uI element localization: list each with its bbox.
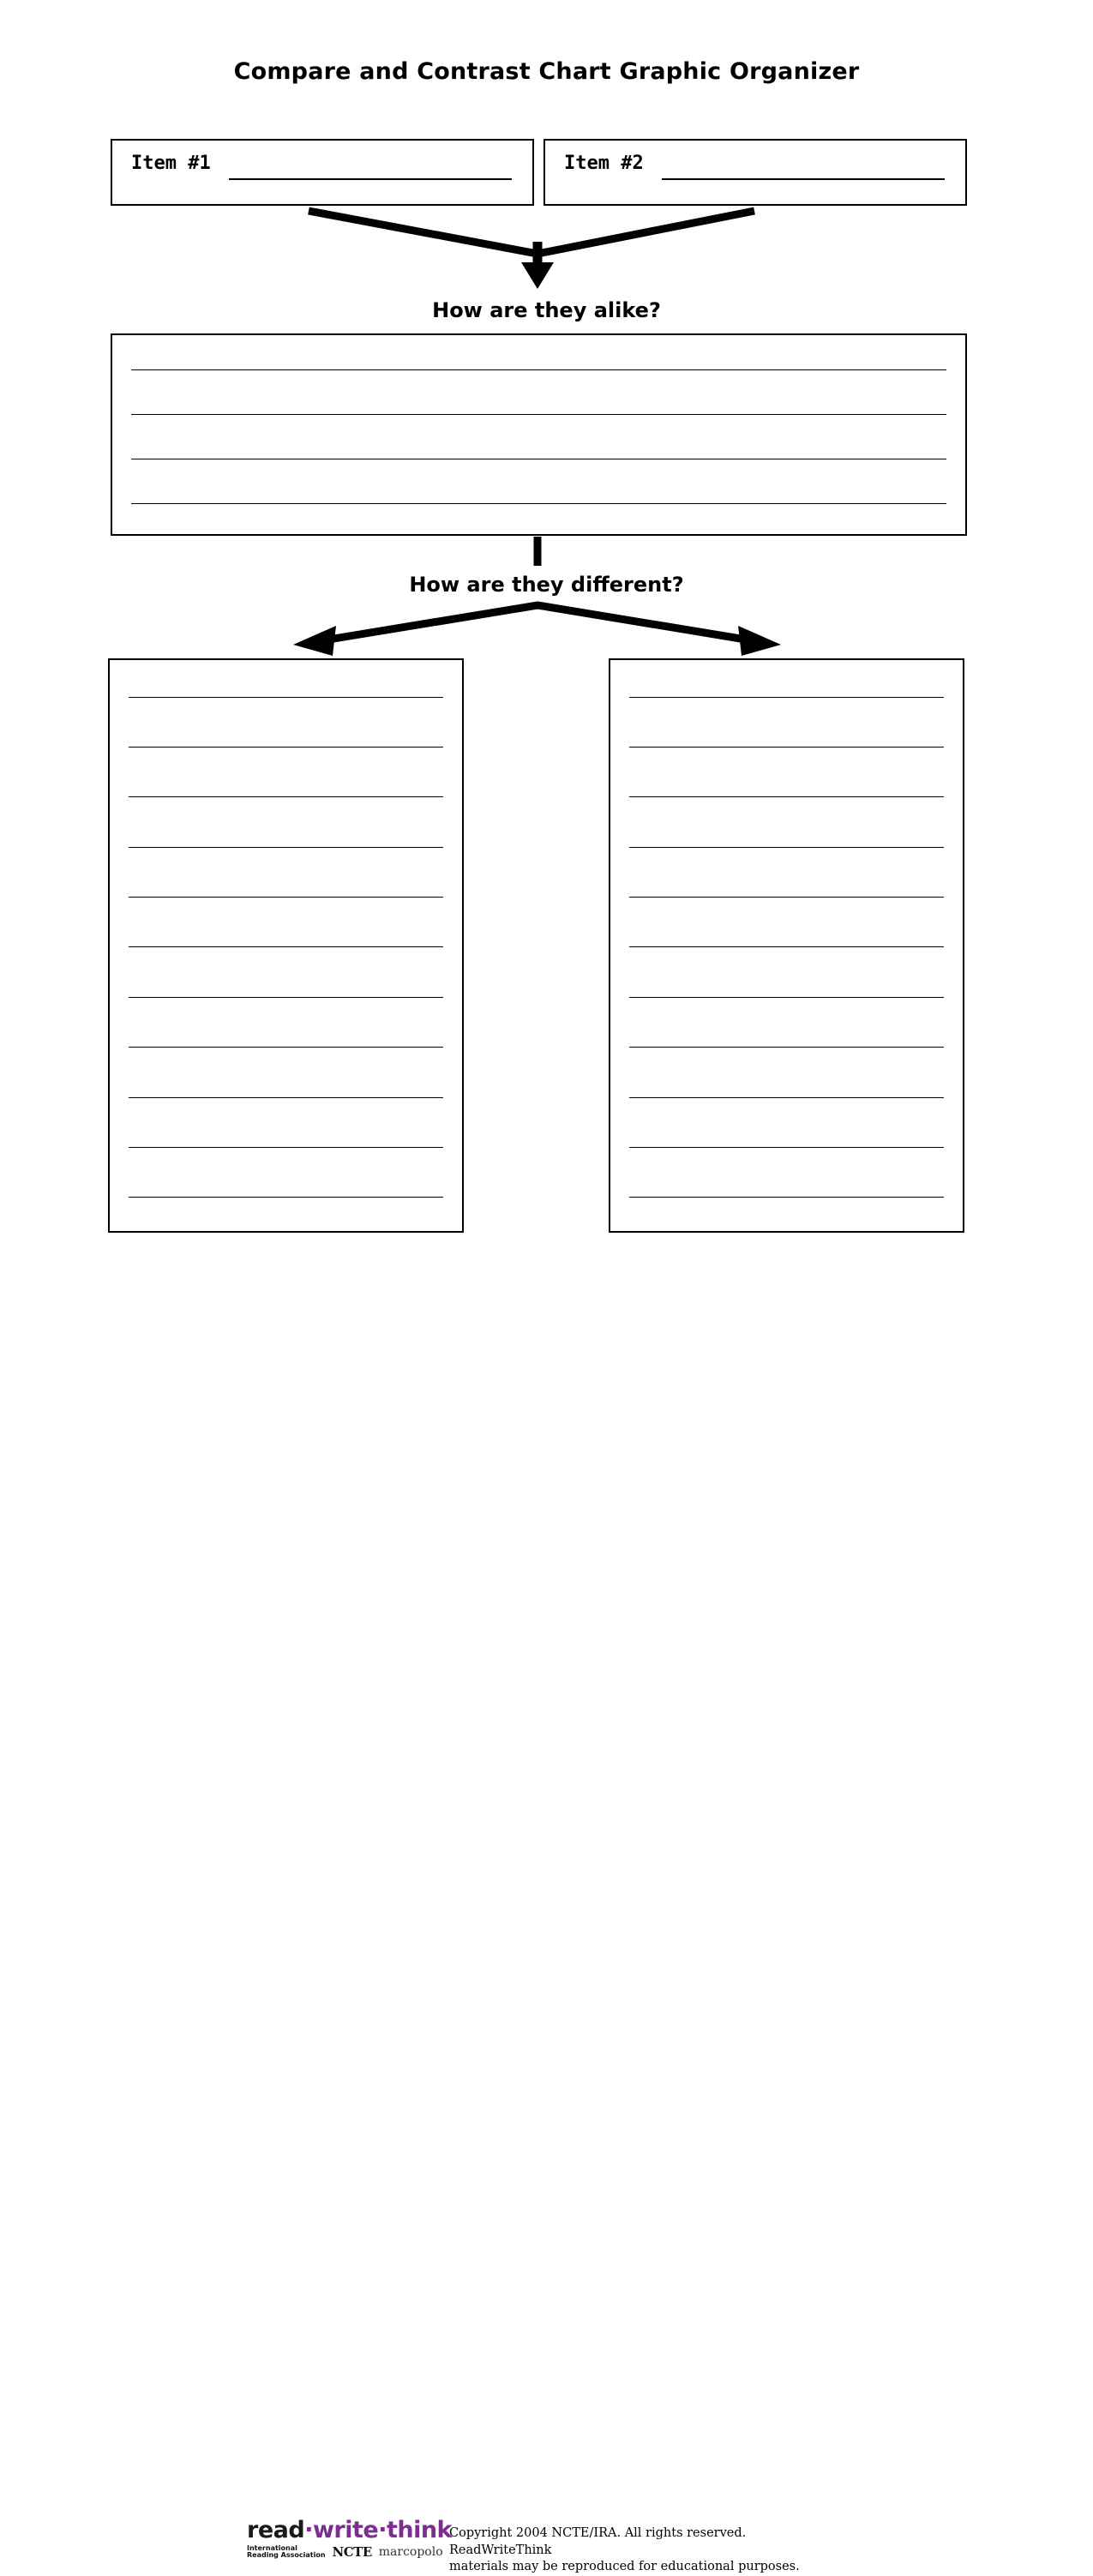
alike-answer-box[interactable] bbox=[111, 333, 967, 536]
writing-line[interactable] bbox=[129, 997, 443, 998]
writing-line[interactable] bbox=[629, 1047, 944, 1048]
item-1-write-line[interactable] bbox=[229, 178, 512, 180]
alike-writing-lines bbox=[112, 335, 965, 534]
writing-line[interactable] bbox=[629, 796, 944, 797]
writing-line[interactable] bbox=[129, 1147, 443, 1148]
writing-line[interactable] bbox=[131, 503, 946, 504]
copyright-line-2: materials may be reproduced for educational purposes. bbox=[449, 2560, 800, 2574]
ira-logo bbox=[247, 2545, 326, 2560]
different-right-box[interactable] bbox=[609, 658, 964, 1233]
writing-line[interactable] bbox=[629, 847, 944, 848]
ira-line-2: Reading Association bbox=[247, 2551, 326, 2559]
writing-line[interactable] bbox=[629, 897, 944, 898]
writing-line[interactable] bbox=[129, 1047, 443, 1048]
writing-line[interactable] bbox=[131, 414, 946, 415]
ncte-logo: NCTE bbox=[332, 2544, 372, 2560]
writing-line[interactable] bbox=[629, 1097, 944, 1098]
different-left-writing-lines bbox=[110, 660, 462, 1231]
item-2-box[interactable] bbox=[543, 139, 967, 206]
writing-line[interactable] bbox=[629, 747, 944, 748]
marcopolo-logo: marcopolo bbox=[378, 2545, 443, 2559]
writing-line[interactable] bbox=[129, 697, 443, 698]
different-left-box[interactable] bbox=[108, 658, 464, 1233]
readwritethink-logo bbox=[247, 2517, 453, 2560]
item-2-label: Item #2 bbox=[564, 153, 644, 174]
writing-line[interactable] bbox=[129, 946, 443, 947]
copyright-notice bbox=[449, 2525, 852, 2576]
logo-wordmark bbox=[247, 2517, 453, 2543]
different-heading: How are they different? bbox=[409, 573, 684, 597]
writing-line[interactable] bbox=[129, 747, 443, 748]
item-1-label: Item #1 bbox=[131, 153, 211, 174]
item-2-write-line[interactable] bbox=[662, 178, 945, 180]
item-1-box[interactable] bbox=[111, 139, 534, 206]
different-right-writing-lines bbox=[610, 660, 963, 1231]
ira-line-1: International bbox=[247, 2543, 297, 2552]
writing-line[interactable] bbox=[129, 1097, 443, 1098]
writing-line[interactable] bbox=[129, 1197, 443, 1198]
writing-line[interactable] bbox=[629, 1197, 944, 1198]
writing-line[interactable] bbox=[129, 897, 443, 898]
logo-dot-1: · bbox=[304, 2517, 313, 2543]
writing-line[interactable] bbox=[129, 796, 443, 797]
footer bbox=[0, 1258, 1093, 2574]
copyright-line-1: Copyright 2004 NCTE/IRA. All rights reserved. ReadWriteThink bbox=[449, 2526, 747, 2557]
writing-line[interactable] bbox=[131, 369, 946, 370]
writing-line[interactable] bbox=[629, 997, 944, 998]
logo-dot-2: · bbox=[378, 2517, 387, 2543]
logo-partners bbox=[247, 2544, 444, 2560]
logo-think: think bbox=[386, 2517, 453, 2543]
logo-read: read bbox=[247, 2517, 305, 2543]
writing-line[interactable] bbox=[629, 946, 944, 947]
writing-line[interactable] bbox=[629, 1147, 944, 1148]
logo-write: write bbox=[312, 2517, 379, 2543]
writing-line[interactable] bbox=[629, 697, 944, 698]
writing-line[interactable] bbox=[129, 847, 443, 848]
alike-heading: How are they alike? bbox=[432, 298, 661, 322]
page-title: Compare and Contrast Chart Graphic Organizer bbox=[233, 58, 860, 85]
